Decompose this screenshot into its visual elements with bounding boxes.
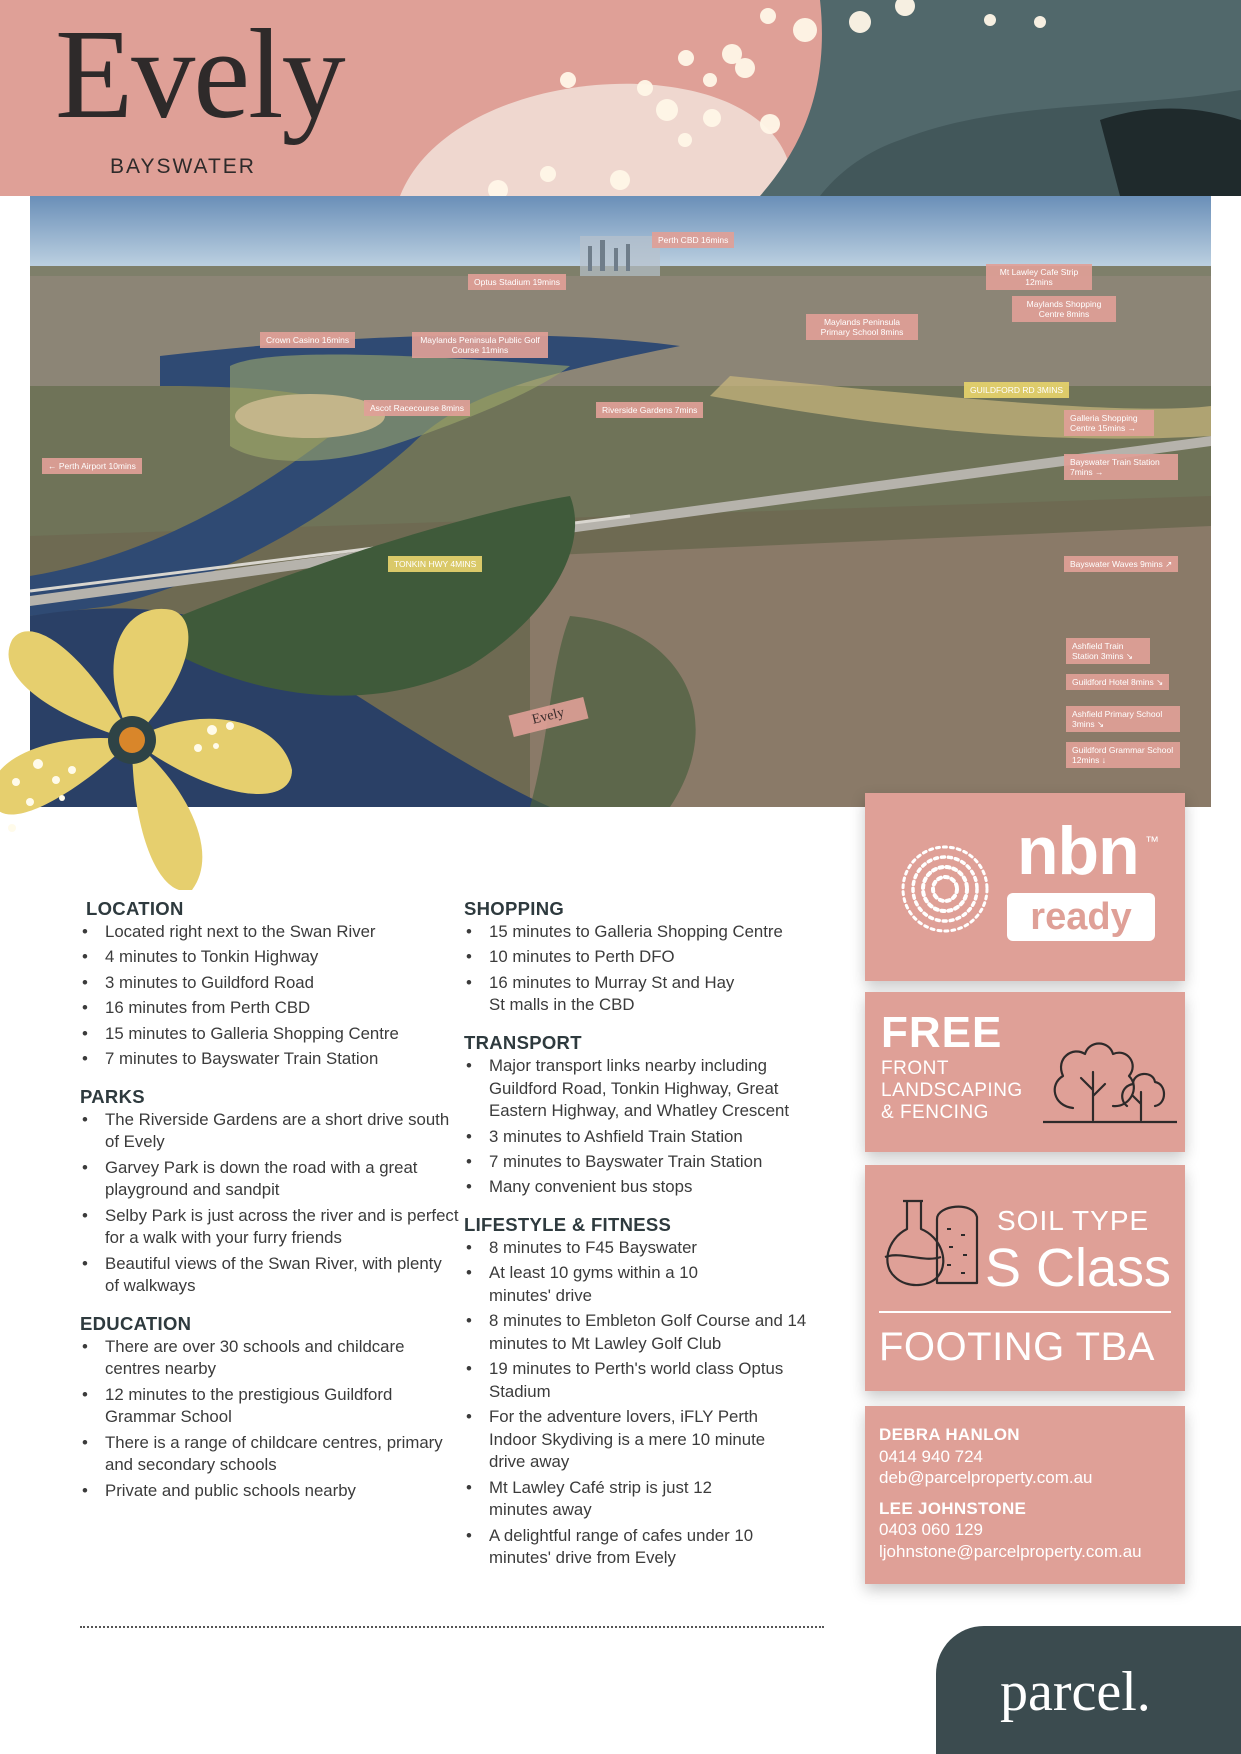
- map-label-tonkin: TONKIN HWY 4MINS: [388, 556, 482, 572]
- contact-name: LEE JOHNSTONE: [879, 1498, 1027, 1518]
- list-item: • 3 minutes to Guildford Road: [80, 972, 460, 995]
- soil-type-panel: [865, 1165, 1185, 1391]
- list-item: • There is a range of childcare centres, primary and secondary schools: [80, 1432, 460, 1477]
- free-line-fencing: & FENCING: [881, 1102, 989, 1123]
- contact-phone[interactable]: 0403 060 129: [879, 1520, 983, 1539]
- free-landscaping-panel: [865, 992, 1185, 1152]
- map-label-perth-cbd: Perth CBD 16mins: [652, 232, 734, 248]
- contact-email[interactable]: ljohnstone@parcelproperty.com.au: [879, 1541, 1142, 1561]
- map-label-ashfield-station: Ashfield Train Station 3mins ↘: [1066, 638, 1150, 664]
- map-label-bayswater-station: Bayswater Train Station 7mins →: [1064, 454, 1178, 480]
- map-label-optus-stadium: Optus Stadium 19mins: [468, 274, 566, 290]
- list-item: • 15 minutes to Galleria Shopping Centre: [464, 921, 834, 944]
- list-item: • 16 minutes from Perth CBD: [80, 997, 460, 1020]
- middle-column: [464, 897, 834, 1584]
- map-label-ashfield-school: Ashfield Primary School 3mins ↘: [1066, 706, 1180, 732]
- shopping-heading: SHOPPING: [464, 898, 565, 919]
- list-item: • 7 minutes to Bayswater Train Station: [80, 1048, 460, 1071]
- list-item: • 8 minutes to F45 Bayswater: [464, 1237, 834, 1260]
- nbn-ready-panel: [865, 793, 1185, 981]
- list-item: • 10 minutes to Perth DFO: [464, 946, 834, 969]
- free-title: FREE: [881, 1008, 1003, 1057]
- contact-name: DEBRA HANLON: [879, 1425, 1020, 1444]
- map-label-perth-airport: ← Perth Airport 10mins: [42, 458, 142, 474]
- list-item: • There are over 30 schools and childcare centres nearby: [80, 1336, 460, 1381]
- soil-class-value: S Class: [985, 1238, 1172, 1298]
- list-item: • Garvey Park is down the road with a great playground and sandpit: [80, 1157, 460, 1202]
- map-label-mt-lawley: Mt Lawley Cafe Strip 12mins: [986, 264, 1092, 290]
- list-item: • Located right next to the Swan River: [80, 921, 460, 944]
- location-heading: LOCATION: [86, 898, 184, 919]
- footing-label: FOOTING TBA: [879, 1325, 1155, 1369]
- free-subtitle: [881, 1058, 1023, 1124]
- evely-logo: Evely: [55, 3, 344, 145]
- education-list: [80, 1336, 460, 1503]
- nbn-logo-icon: [893, 839, 997, 939]
- parcel-logo: parcel.: [1000, 1661, 1151, 1723]
- list-item: • Mt Lawley Café strip is just 12 minutes away: [464, 1477, 734, 1522]
- transport-list: [464, 1055, 834, 1199]
- soil-type-label: SOIL TYPE: [997, 1205, 1150, 1236]
- map-label-maylands-shopping: Maylands Shopping Centre 8mins: [1012, 296, 1116, 322]
- list-item: • Private and public schools nearby: [80, 1480, 460, 1503]
- shopping-list: [464, 921, 834, 1017]
- list-item: • 3 minutes to Ashfield Train Station: [464, 1126, 834, 1149]
- map-label-guildford-rd: GUILDFORD RD 3MINS: [964, 382, 1069, 398]
- map-label-ascot: Ascot Racecourse 8mins: [364, 400, 470, 416]
- map-label-maylands-school: Maylands Peninsula Primary School 8mins: [806, 314, 918, 340]
- transport-heading: TRANSPORT: [464, 1031, 582, 1053]
- parks-list: [80, 1109, 460, 1298]
- list-item: • Major transport links nearby including Guildford Road, Tonkin Highway, Great Eastern Highway, and Whatley Crescent: [464, 1055, 814, 1123]
- contact-panel: [865, 1406, 1185, 1584]
- parks-heading: PARKS: [80, 1085, 145, 1107]
- list-item: • At least 10 gyms within a 10 minutes' drive: [464, 1262, 714, 1307]
- list-item: • 15 minutes to Galleria Shopping Centre: [80, 1023, 460, 1046]
- list-item: • The Riverside Gardens are a short drive south of Evely: [80, 1109, 460, 1154]
- list-item: • For the adventure lovers, iFLY Perth Indoor Skydiving is a mere 10 minute drive away: [464, 1406, 804, 1474]
- list-item: • A delightful range of cafes under 10 minutes' drive from Evely: [464, 1525, 794, 1570]
- list-item: • 12 minutes to the prestigious Guildford Grammar School: [80, 1384, 460, 1429]
- map-label-riverside: Riverside Gardens 7mins: [596, 402, 703, 418]
- list-item: • 19 minutes to Perth's world class Optus Stadium: [464, 1358, 784, 1403]
- contact-phone[interactable]: 0414 940 724: [879, 1446, 983, 1466]
- trees-icon: [1043, 1018, 1177, 1128]
- list-item: • Beautiful views of the Swan River, with plenty of walkways: [80, 1253, 460, 1298]
- lifestyle-heading: LIFESTYLE & FITNESS: [464, 1213, 672, 1235]
- education-heading: EDUCATION: [80, 1312, 192, 1334]
- free-line-front: FRONT: [881, 1058, 949, 1079]
- list-item: • 8 minutes to Embleton Golf Course and 14 minutes to Mt Lawley Golf Club: [464, 1310, 834, 1355]
- nbn-ready-badge: ready: [1007, 893, 1155, 941]
- header-banner: [0, 0, 1241, 196]
- dotted-divider: [80, 1626, 824, 1628]
- map-label-crown-casino: Crown Casino 16mins: [260, 332, 355, 348]
- list-item: • 4 minutes to Tonkin Highway: [80, 946, 460, 969]
- map-label-evely: Evely: [508, 697, 588, 737]
- map-label-galleria: Galleria Shopping Centre 15mins →: [1064, 410, 1154, 436]
- soil-sample-icon: [877, 1195, 997, 1291]
- soil-divider: [879, 1311, 1171, 1313]
- nbn-word: nbn: [1017, 813, 1139, 889]
- parcel-brand-block: [936, 1626, 1241, 1754]
- list-item: • Many convenient bus stops: [464, 1176, 834, 1199]
- location-list: [80, 921, 460, 1071]
- map-label-guildford-grammar: Guildford Grammar School 12mins ↓: [1066, 742, 1180, 768]
- lifestyle-list: [464, 1237, 834, 1570]
- map-label-maylands-golf: Maylands Peninsula Public Golf Course 11mins: [412, 332, 548, 358]
- list-item: • 7 minutes to Bayswater Train Station: [464, 1151, 834, 1174]
- nbn-trademark: ™: [1145, 833, 1159, 849]
- list-item: • 16 minutes to Murray St and Hay St malls in the CBD: [464, 972, 744, 1017]
- left-column: [80, 897, 460, 1516]
- list-item: • Selby Park is just across the river and is perfect for a walk with your furry friends: [80, 1205, 460, 1250]
- contact-list: [879, 1424, 1142, 1562]
- map-label-guildford-hotel: Guildford Hotel 8mins ↘: [1066, 674, 1169, 690]
- free-line-landscaping: LANDSCAPING: [881, 1080, 1023, 1101]
- flower-illustration: [0, 600, 310, 890]
- evely-sublogo: BAYSWATER: [110, 155, 256, 178]
- contact-email[interactable]: deb@parcelproperty.com.au: [879, 1468, 1093, 1487]
- map-label-bayswater-waves: Bayswater Waves 9mins ↗: [1064, 556, 1178, 572]
